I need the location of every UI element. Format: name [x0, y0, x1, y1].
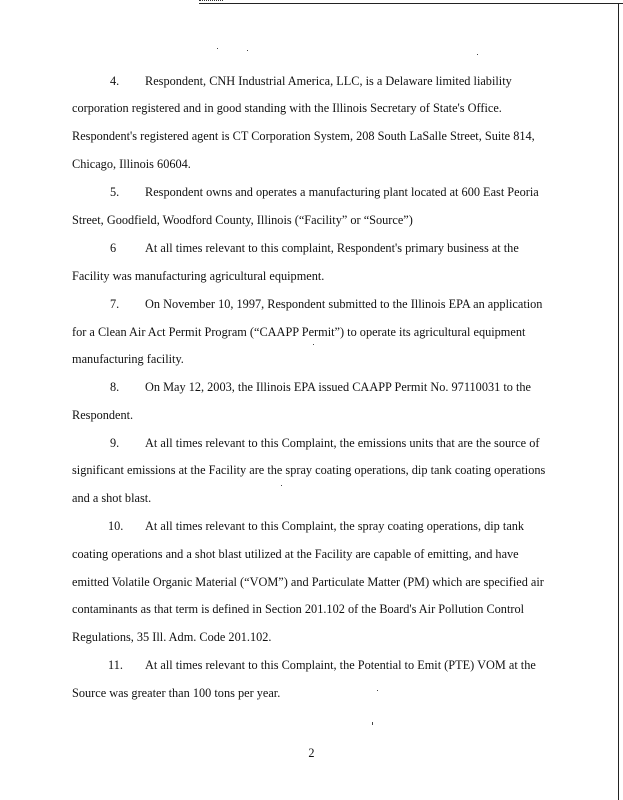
paragraph-number: 7. — [110, 297, 120, 311]
scan-speck — [247, 50, 248, 51]
paragraph-number: 5. — [110, 185, 120, 199]
scan-right-border — [618, 3, 619, 800]
paragraph-line: Chicago, Illinois 60604. — [72, 157, 191, 171]
paragraph-line: Street, Goodfield, Woodford County, Illinois (“Facility” or “Source”) — [72, 213, 413, 227]
paragraph-line: At all times relevant to this Complaint, the spray coating operations, dip tank — [145, 519, 525, 533]
paragraph-line: At all times relevant to this Complaint, the Potential to Emit (PTE) VOM at the — [145, 658, 536, 672]
paragraph-line: Facility was manufacturing agricultural equipment. — [72, 269, 325, 283]
scan-speck — [372, 722, 373, 725]
paragraph-number: 9. — [110, 436, 120, 450]
scan-speck — [313, 344, 314, 345]
paragraph-line: At all times relevant to this complaint, Respondent's primary business at the — [145, 241, 519, 255]
paragraph-number: 10. — [108, 519, 124, 533]
paragraph-line: Respondent. — [72, 408, 134, 422]
paragraph-number: 8. — [110, 380, 120, 394]
page-number: 2 — [308, 746, 315, 760]
paragraph-line: Respondent owns and operates a manufacturing plant located at 600 East Peoria — [145, 185, 539, 199]
paragraph-line: Source was greater than 100 tons per year. — [72, 686, 281, 700]
paragraph-line: significant emissions at the Facility are the spray coating operations, dip tank coating operations — [72, 463, 546, 477]
paragraph-line: Regulations, 35 Ill. Adm. Code 201.102. — [72, 630, 272, 644]
paragraph-line: for a Clean Air Act Permit Program (“CAAPP Permit”) to operate its agricultural equipment — [72, 325, 526, 339]
paragraph-line: On May 12, 2003, the Illinois EPA issued CAAPP Permit No. 97110031 to the — [145, 380, 532, 394]
paragraph-line: On November 10, 1997, Respondent submitted to the Illinois EPA an application — [145, 297, 543, 311]
paragraph-number: 11. — [108, 658, 123, 672]
scan-speck — [377, 690, 378, 691]
paragraph-number: 4. — [110, 74, 120, 88]
paragraph-line: coating operations and a shot blast utilized at the Facility are capable of emitting, and have — [72, 547, 519, 561]
paragraph-line: At all times relevant to this Complaint, the emissions units that are the source of — [145, 436, 540, 450]
paragraph-line: Respondent, CNH Industrial America, LLC, is a Delaware limited liability — [145, 74, 512, 88]
paragraph-line: emitted Volatile Organic Material (“VOM”) and Particulate Matter (PM) which are specified air — [72, 575, 544, 589]
paragraph-line: manufacturing facility. — [72, 352, 184, 366]
paragraph-line: Respondent's registered agent is CT Corporation System, 208 South LaSalle Street, Suite 814, — [72, 129, 535, 143]
paragraph-line: and a shot blast. — [72, 491, 152, 505]
paragraph-line: corporation registered and in good standing with the Illinois Secretary of State's Office. — [72, 101, 502, 115]
scan-speck — [477, 54, 478, 55]
scan-top-border — [199, 3, 623, 4]
paragraph-number: 6 — [110, 241, 117, 255]
paragraph-line: contaminants as that term is defined in Section 201.102 of the Board's Air Pollution Control — [72, 602, 525, 616]
scan-speck — [217, 48, 218, 49]
scan-speck — [281, 485, 282, 486]
